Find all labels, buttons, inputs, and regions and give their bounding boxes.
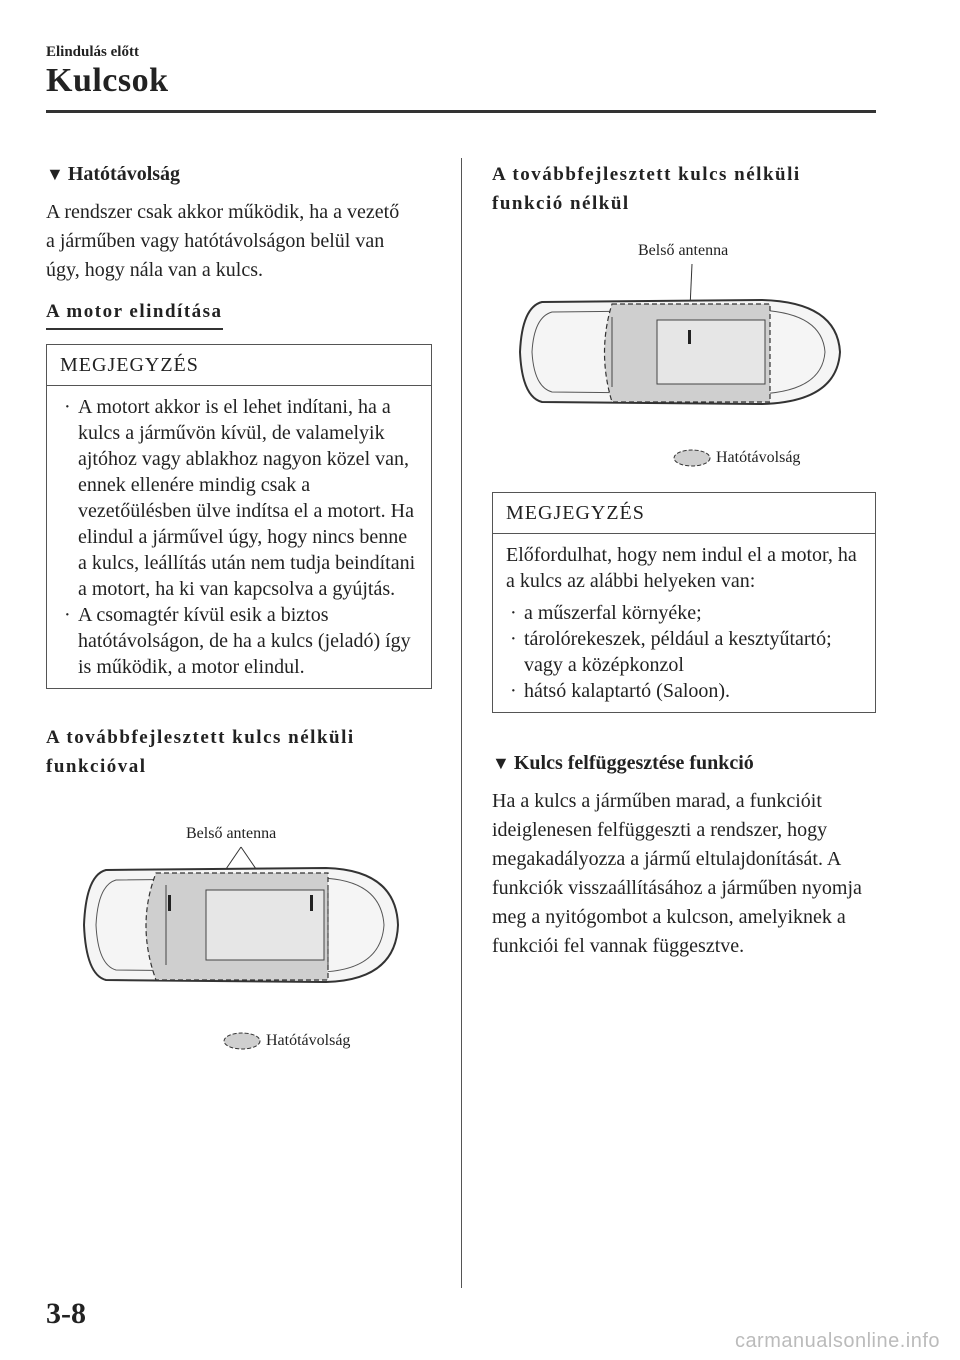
- column-divider: [461, 158, 462, 1288]
- antenna-label: Belső antenna: [186, 825, 277, 842]
- section-heading-range: ▼ Hatótávolság: [46, 163, 181, 185]
- note-item: · A csomagtér kívül esik a biztos hatótávolságon, de ha a kulcs (jeladó) így is működik, a motor elindul.: [64, 604, 411, 678]
- note-item: · tárolórekeszek, például a kesztyűtartó; vagy a középkonzol: [510, 628, 832, 676]
- note-intro: Előfordulhat, hogy nem indul el a motor, ha a kulcs az alábbi helyeken van:: [506, 544, 857, 592]
- triangle-icon: ▼: [492, 753, 510, 773]
- range-legend-icon: [672, 448, 712, 468]
- right-column: [492, 160, 876, 961]
- triangle-icon: ▼: [46, 164, 64, 184]
- figure-heading-with-function: A továbbfejlesztett kulcs nélküli funkcióval: [46, 727, 355, 777]
- antenna-label: Belső antenna: [638, 242, 729, 259]
- range-legend: Hatótávolság: [672, 448, 800, 468]
- header-rule: [46, 110, 876, 113]
- note-item: · hátsó kalaptartó (Saloon).: [510, 680, 731, 702]
- range-intro: A rendszer csak akkor működik, ha a vezető a járműben vagy hatótávolságon belül van úgy, hogy nála van a kulcs.: [46, 201, 400, 281]
- note-title: MEGJEGYZÉS: [47, 345, 431, 386]
- section-label: Elindulás előtt: [46, 44, 139, 60]
- note-item: · A motort akkor is el lehet indítani, ha a kulcs a járművön kívül, de valamelyik ajtóhoz vagy ablakhoz nagyon közel van, ennek ellenére mindig csak a vezetőülésben ülve indítsa el a motort. Ha elindul a járművel úgy, hogy nincs benne a kulcs, leállítás után nem tudja beindítani a motort, ha ki van kapcsolva a gyújtás.: [64, 396, 416, 600]
- note-title: MEGJEGYZÉS: [493, 493, 875, 534]
- key-suspend-body: Ha a kulcs a járműben marad, a funkcióit ideiglenesen felfüggeszti a rendszer, hogy megakadályozza a jármű eltulajdonítását. A funkciók visszaállításához a járműben nyomja meg a nyitógombot a kulcson, amelyiknek a funkciói fel vannak függesztve.: [492, 790, 862, 957]
- section-heading-key-suspend: ▼ Kulcs felfüggesztése funkció: [492, 752, 754, 774]
- note-body: [493, 534, 875, 712]
- note-item: · a műszerfal környéke;: [510, 602, 702, 624]
- car-range-figure-without: [492, 232, 876, 492]
- note-body: [47, 386, 431, 688]
- note-box-left: [46, 344, 432, 689]
- page-title: Kulcsok: [46, 62, 169, 99]
- subheading-engine-start: A motor elindítása: [46, 297, 432, 330]
- range-legend-icon: [222, 1031, 262, 1051]
- figure-heading-without-function: A továbbfejlesztett kulcs nélküli funkció nélkül: [492, 164, 801, 214]
- left-column: [46, 160, 432, 1095]
- range-legend: Hatótávolság: [222, 1031, 350, 1051]
- watermark: carmanualsonline.info: [734, 1330, 940, 1352]
- note-box-right: [492, 492, 876, 713]
- car-range-figure-with: [46, 795, 432, 1095]
- page-number: 3-8: [46, 1297, 86, 1330]
